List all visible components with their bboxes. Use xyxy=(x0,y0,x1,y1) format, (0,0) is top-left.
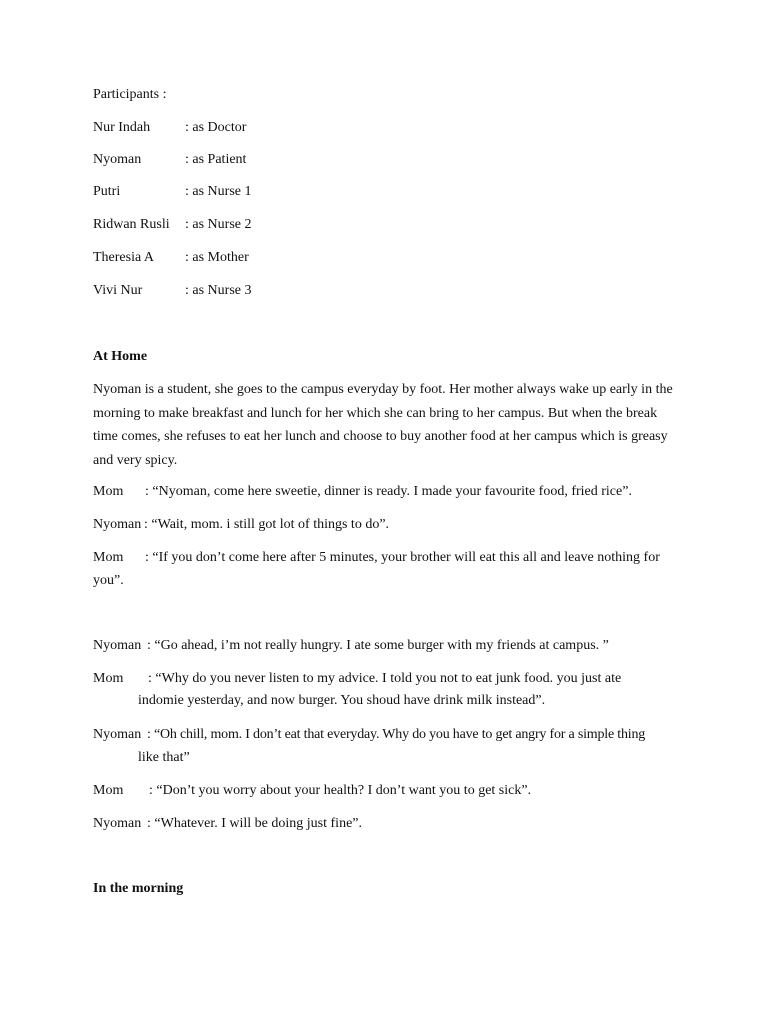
dialogue-line: : “If you don’t come here after 5 minutes, your brother will eat this all and leave nothing for xyxy=(145,550,660,565)
cast-name: Vivi Nur xyxy=(93,283,143,298)
dialogue-speaker: Mom xyxy=(93,484,124,499)
narration-paragraph: Nyoman is a student, she goes to the campus everyday by foot. Her mother always wake up early in the morning to make breakfast and lunch for her which she can bring to her campus. But when the break time comes, she refuses to eat her lunch and choose to buy another food at her campus which is greasy and very spicy. xyxy=(93,382,673,468)
dialogue-line: : “Wait, mom. i still got lot of things to do”. xyxy=(144,517,390,532)
dialogue-line-continuation: like that” xyxy=(138,750,190,765)
dialogue-speaker: Nyoman xyxy=(93,638,142,653)
dialogue-speaker: Nyoman xyxy=(93,816,142,831)
cast-role: : as Mother xyxy=(185,250,249,265)
dialogue-line: : “Go ahead, i’m not really hungry. I ate some burger with my friends at campus. ” xyxy=(147,638,609,653)
dialogue-speaker: Nyoman xyxy=(93,727,142,742)
dialogue-line-continuation: you”. xyxy=(93,573,124,588)
dialogue-line: : “Nyoman, come here sweetie, dinner is ready. I made your favourite food, fried rice”. xyxy=(145,484,632,499)
dialogue-speaker: Mom xyxy=(93,783,124,798)
cast-role: : as Patient xyxy=(185,152,247,167)
dialogue-line-continuation: indomie yesterday, and now burger. You shoud have drink milk instead”. xyxy=(138,693,546,708)
dialogue-line: : “Don’t you worry about your health? I don’t want you to get sick”. xyxy=(149,783,532,798)
cast-name: Nur Indah xyxy=(93,120,151,135)
cast-role: : as Nurse 1 xyxy=(185,184,252,199)
cast-name: Theresia A xyxy=(93,250,155,265)
cast-name: Ridwan Rusli xyxy=(93,217,170,232)
dialogue-speaker: Nyoman xyxy=(93,517,142,532)
dialogue-line: : “Why do you never listen to my advice. I told you not to eat junk food. you just ate xyxy=(148,671,622,686)
participants-heading: Participants : xyxy=(93,87,167,102)
dialogue-line: : “Oh chill, mom. I don’t eat that everyday. Why do you have to get angry for a simple thing xyxy=(147,727,646,742)
cast-role: : as Doctor xyxy=(185,120,247,135)
cast-name: Putri xyxy=(93,184,121,199)
cast-name: Nyoman xyxy=(93,152,142,167)
dialogue-line: : “Whatever. I will be doing just fine”. xyxy=(147,816,362,831)
dialogue-speaker: Mom xyxy=(93,671,124,686)
scene-heading-at-home: At Home xyxy=(93,349,148,364)
dialogue-speaker: Mom xyxy=(93,550,124,565)
cast-role: : as Nurse 2 xyxy=(185,217,252,232)
scene-heading-in-the-morning: In the morning xyxy=(93,881,184,896)
cast-role: : as Nurse 3 xyxy=(185,283,252,298)
